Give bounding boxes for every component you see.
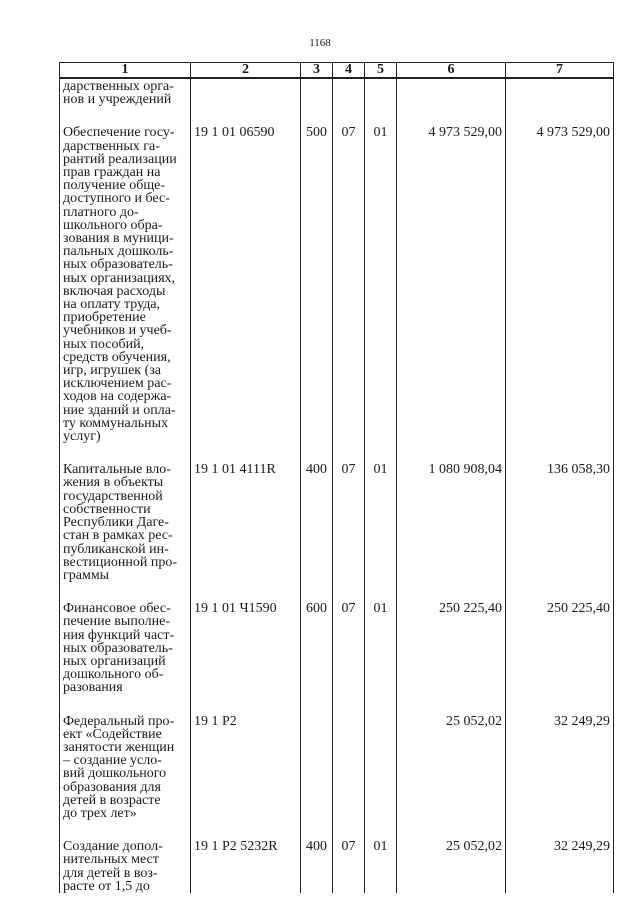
item-name-line: Федеральный про- xyxy=(63,713,175,729)
item-name-line: детей в возрасте xyxy=(63,792,161,808)
amount-year1-cell xyxy=(397,78,506,106)
amount-year1-cell: 25 052,02 xyxy=(397,820,506,893)
table-body xyxy=(60,78,614,893)
item-name-line: занятости женщин xyxy=(63,739,175,755)
item-name-line: ных организациях, xyxy=(63,270,176,286)
amount-year1-cell: 1 080 908,04 xyxy=(397,443,506,582)
item-name-line: ных организаций xyxy=(63,653,166,669)
item-name-line: ния функций част- xyxy=(63,627,175,643)
item-name-line: публиканской ин- xyxy=(63,541,169,557)
budget-code-cell: 19 1 01 Ч1590 xyxy=(191,582,301,694)
table-row xyxy=(60,78,614,106)
section-cell xyxy=(333,78,365,106)
item-name-line: граммы xyxy=(63,567,110,583)
budget-code-cell: 19 1 Р2 5232R xyxy=(191,820,301,893)
subsection-cell xyxy=(365,78,397,106)
section-cell xyxy=(333,695,365,821)
budget-code-cell xyxy=(191,78,301,106)
section-cell: 07 xyxy=(333,443,365,582)
item-name-line: услуг) xyxy=(63,429,101,445)
budget-code-cell: 19 1 Р2 xyxy=(191,695,301,821)
expense-type-cell: 600 xyxy=(301,582,333,694)
column-header-1: 1 xyxy=(60,63,191,79)
table-row xyxy=(60,582,614,694)
column-header-6: 6 xyxy=(397,63,506,79)
item-name-line: жения в объекты xyxy=(63,475,164,491)
item-name-line: приобретение xyxy=(63,310,146,326)
column-header-2: 2 xyxy=(191,63,301,79)
item-name-line: дарственных орга- xyxy=(63,79,174,94)
item-name-cell xyxy=(60,582,191,694)
subsection-cell: 01 xyxy=(365,106,397,443)
item-name-line: учебников и учеб- xyxy=(63,323,172,339)
expense-type-cell xyxy=(301,78,333,106)
item-name-line: вий дошкольного xyxy=(63,766,167,782)
item-name-line: нительных мест xyxy=(63,852,159,868)
item-name-line: Финансовое обес- xyxy=(63,601,171,617)
item-name-line: доступного и бес- xyxy=(63,191,170,207)
item-name-cell xyxy=(60,695,191,821)
item-name-cell xyxy=(60,78,191,106)
expense-type-cell: 500 xyxy=(301,106,333,443)
amount-year2-cell: 250 225,40 xyxy=(506,582,614,694)
table-row xyxy=(60,820,614,893)
column-header-7: 7 xyxy=(506,63,614,79)
column-header-3: 3 xyxy=(301,63,333,79)
item-name-cell xyxy=(60,820,191,893)
item-name-line: ных пособий, xyxy=(63,336,145,352)
item-name-line: Капитальные вло- xyxy=(63,462,171,478)
item-name-line: – создание усло- xyxy=(63,753,162,769)
amount-year1-cell: 4 973 529,00 xyxy=(397,106,506,443)
page-number: 1168 xyxy=(309,37,331,49)
budget-table xyxy=(59,62,614,893)
item-name-line: пальных дошколь- xyxy=(63,244,174,260)
item-name-line: собственности xyxy=(63,501,151,517)
item-name-line: школьного обра- xyxy=(63,217,163,233)
item-name-line: нов и учреждений xyxy=(63,92,172,108)
item-name-line: игр, игрушек (за xyxy=(63,363,161,379)
item-name-line: рантий реализации xyxy=(63,151,177,167)
item-name-line: до трех лет» xyxy=(63,805,137,821)
item-name-line: платного до- xyxy=(63,204,139,220)
item-name-line: Создание допол- xyxy=(63,839,163,855)
column-header-5: 5 xyxy=(365,63,397,79)
amount-year2-cell xyxy=(506,78,614,106)
item-name-line: ние зданий и опла- xyxy=(63,402,176,418)
item-name-line: стан в рамках рес- xyxy=(63,528,173,544)
item-name-line: для детей в воз- xyxy=(63,865,158,881)
item-name-line: ных образователь- xyxy=(63,640,173,656)
expense-type-cell: 400 xyxy=(301,820,333,893)
budget-code-cell: 19 1 01 06590 xyxy=(191,106,301,443)
subsection-cell: 01 xyxy=(365,820,397,893)
item-name-line: получение обще- xyxy=(63,178,166,194)
item-name-cell xyxy=(60,106,191,443)
table-row xyxy=(60,443,614,582)
item-name-line: дарственных га- xyxy=(63,138,160,154)
item-name-line: ект «Содействие xyxy=(63,726,162,742)
budget-code-cell: 19 1 01 4111R xyxy=(191,443,301,582)
item-name-cell xyxy=(60,443,191,582)
amount-year1-cell: 25 052,02 xyxy=(397,695,506,821)
item-name-line: ту коммунальных xyxy=(63,415,169,431)
amount-year2-cell: 4 973 529,00 xyxy=(506,106,614,443)
item-name-line: Обеспечение госу- xyxy=(63,125,175,141)
item-name-line: средств обучения, xyxy=(63,349,171,365)
item-name-line: прав граждан на xyxy=(63,165,161,181)
item-name-line: Республики Даге- xyxy=(63,515,169,531)
subsection-cell: 01 xyxy=(365,443,397,582)
item-name-line: включая расходы xyxy=(63,283,166,299)
amount-year2-cell: 32 249,29 xyxy=(506,820,614,893)
expense-type-cell: 400 xyxy=(301,443,333,582)
section-cell: 07 xyxy=(333,582,365,694)
table-header-row xyxy=(60,63,614,79)
amount-year1-cell: 250 225,40 xyxy=(397,582,506,694)
amount-year2-cell: 136 058,30 xyxy=(506,443,614,582)
table-row xyxy=(60,106,614,443)
item-name-line: государственной xyxy=(63,488,163,504)
item-name-line: вестиционной про- xyxy=(63,554,178,570)
column-header-4: 4 xyxy=(333,63,365,79)
table-row xyxy=(60,695,614,821)
item-name-line: ных образователь- xyxy=(63,257,173,273)
item-name-line: зования в муници- xyxy=(63,231,174,247)
section-cell: 07 xyxy=(333,820,365,893)
section-cell: 07 xyxy=(333,106,365,443)
subsection-cell: 01 xyxy=(365,582,397,694)
item-name-line: расте от 1,5 до xyxy=(63,878,150,894)
subsection-cell xyxy=(365,695,397,821)
amount-year2-cell: 32 249,29 xyxy=(506,695,614,821)
item-name-line: печение выполне- xyxy=(63,614,170,630)
item-name-line: образования для xyxy=(63,779,161,795)
item-name-line: разования xyxy=(63,680,123,696)
item-name-line: дошкольного об- xyxy=(63,667,164,683)
item-name-line: ходов на содержа- xyxy=(63,389,172,405)
item-name-line: исключением рас- xyxy=(63,376,172,392)
expense-type-cell xyxy=(301,695,333,821)
item-name-line: на оплату труда, xyxy=(63,297,161,313)
